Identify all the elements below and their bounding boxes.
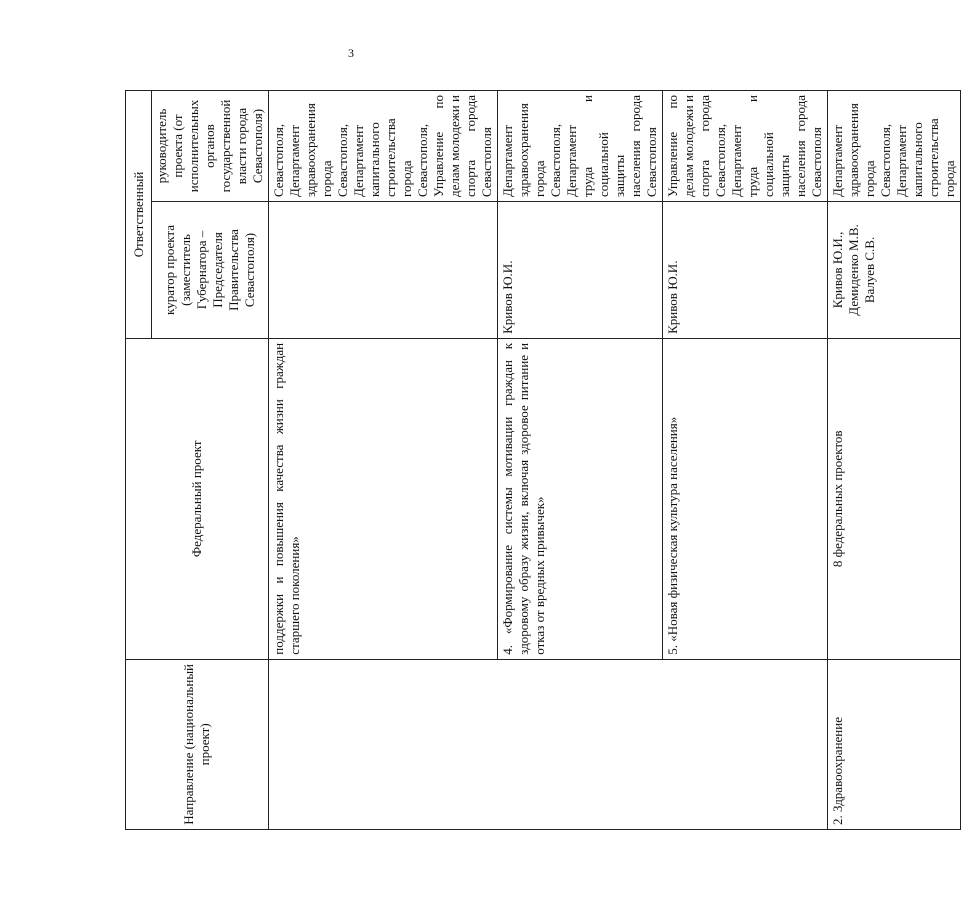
cell-curator: Кривов Ю.И. (498, 202, 663, 339)
header-direction: Направление (национальный проект) (126, 659, 269, 829)
cell-federal-project: 4. «Формирование системы мотивации граждан к здоровому образу жизни, включая здоровое питание и отказ от вредных привычек» (498, 338, 663, 659)
cell-curator (269, 202, 498, 339)
header-curator: куратор проекта (заместитель Губернатора – Председателя Правительства Севастополя) (152, 202, 269, 339)
responsibility-table (125, 90, 961, 830)
header-responsible: Ответственный (126, 91, 152, 339)
page-number: 3 (348, 46, 354, 60)
cell-direction: 2. Здравоохранение (828, 659, 961, 829)
cell-leader: Управление по делам молодежи и спорта города Севастополя, Департамент труда и социальной защиты населения города Севастополя (663, 91, 828, 202)
header-federal-project: Федеральный проект (126, 338, 269, 659)
table-row (828, 91, 961, 830)
rotated-table-container (125, 90, 957, 830)
cell-leader: Севастополя, Департамент здравоохранения города Севастополя, Департамент капитального строительства города Севастополя, Управление по делам молодежи и спорта города Севастополя (269, 91, 498, 202)
cell-leader: Департамент здравоохранения города Севастополя, Департамент капитального строительства города (828, 91, 961, 202)
cell-federal-project: 8 федеральных проектов (828, 338, 961, 659)
table-row (269, 91, 498, 830)
cell-curator: Кривов Ю.И. (663, 202, 828, 339)
cell-leader: Департамент здравоохранения города Севастополя, Департамент труда и социальной защиты населения города Севастополя (498, 91, 663, 202)
cell-federal-project: поддержки и повышения качества жизни граждан старшего поколения» (269, 338, 498, 659)
cell-federal-project: 5. «Новая физическая культура населения» (663, 338, 828, 659)
header-leader: руководитель проекта (от исполнительных органов государственной власти города Севастополя) (152, 91, 269, 202)
cell-direction (269, 659, 828, 829)
cell-curator: Кривов Ю.И., Демиденко М.В. Валуев С.В. (828, 202, 961, 339)
